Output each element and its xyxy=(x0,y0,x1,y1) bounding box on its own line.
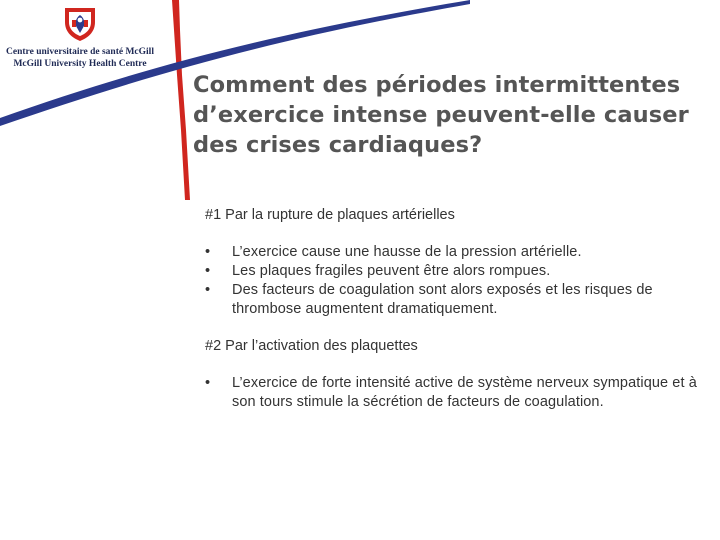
bullet-icon: • xyxy=(205,244,211,260)
slide-body xyxy=(205,206,700,412)
red-swoosh xyxy=(172,0,190,200)
muhc-logo xyxy=(0,6,160,70)
section-1 xyxy=(205,206,700,319)
bullet-icon: • xyxy=(205,263,211,279)
section-heading: #2 Par l’activation des plaquettes xyxy=(205,338,418,354)
bullet-list xyxy=(205,374,700,412)
muhc-shield-icon xyxy=(63,6,97,42)
section-2 xyxy=(205,337,700,412)
logo-text-english: McGill University Health Centre xyxy=(13,59,147,69)
list-item xyxy=(205,374,700,412)
bullet-icon: • xyxy=(205,282,211,298)
list-item xyxy=(205,281,700,319)
list-item-text: Les plaques fragiles peuvent être alors rompues. xyxy=(232,263,551,279)
list-item-text: L’exercice cause une hausse de la pression artérielle. xyxy=(232,244,582,260)
list-item xyxy=(205,243,700,262)
slide-title: Comment des périodes intermittentes d’exercice intense peuvent-elle causer des crises cardiaques? xyxy=(193,72,689,158)
list-item-text: L’exercice de forte intensité active de système nerveux sympatique et à son tours stimule la sécrétion de facteurs de coagulation. xyxy=(232,375,697,410)
list-item xyxy=(205,262,700,281)
bullet-icon: • xyxy=(205,375,211,391)
bullet-list xyxy=(205,243,700,319)
section-heading: #1 Par la rupture de plaques artérielles xyxy=(205,207,455,223)
logo-text-french: Centre universitaire de santé McGill xyxy=(6,47,154,57)
list-item-text: Des facteurs de coagulation sont alors exposés et les risques de thrombose augmentent dramatiquement. xyxy=(232,282,653,317)
